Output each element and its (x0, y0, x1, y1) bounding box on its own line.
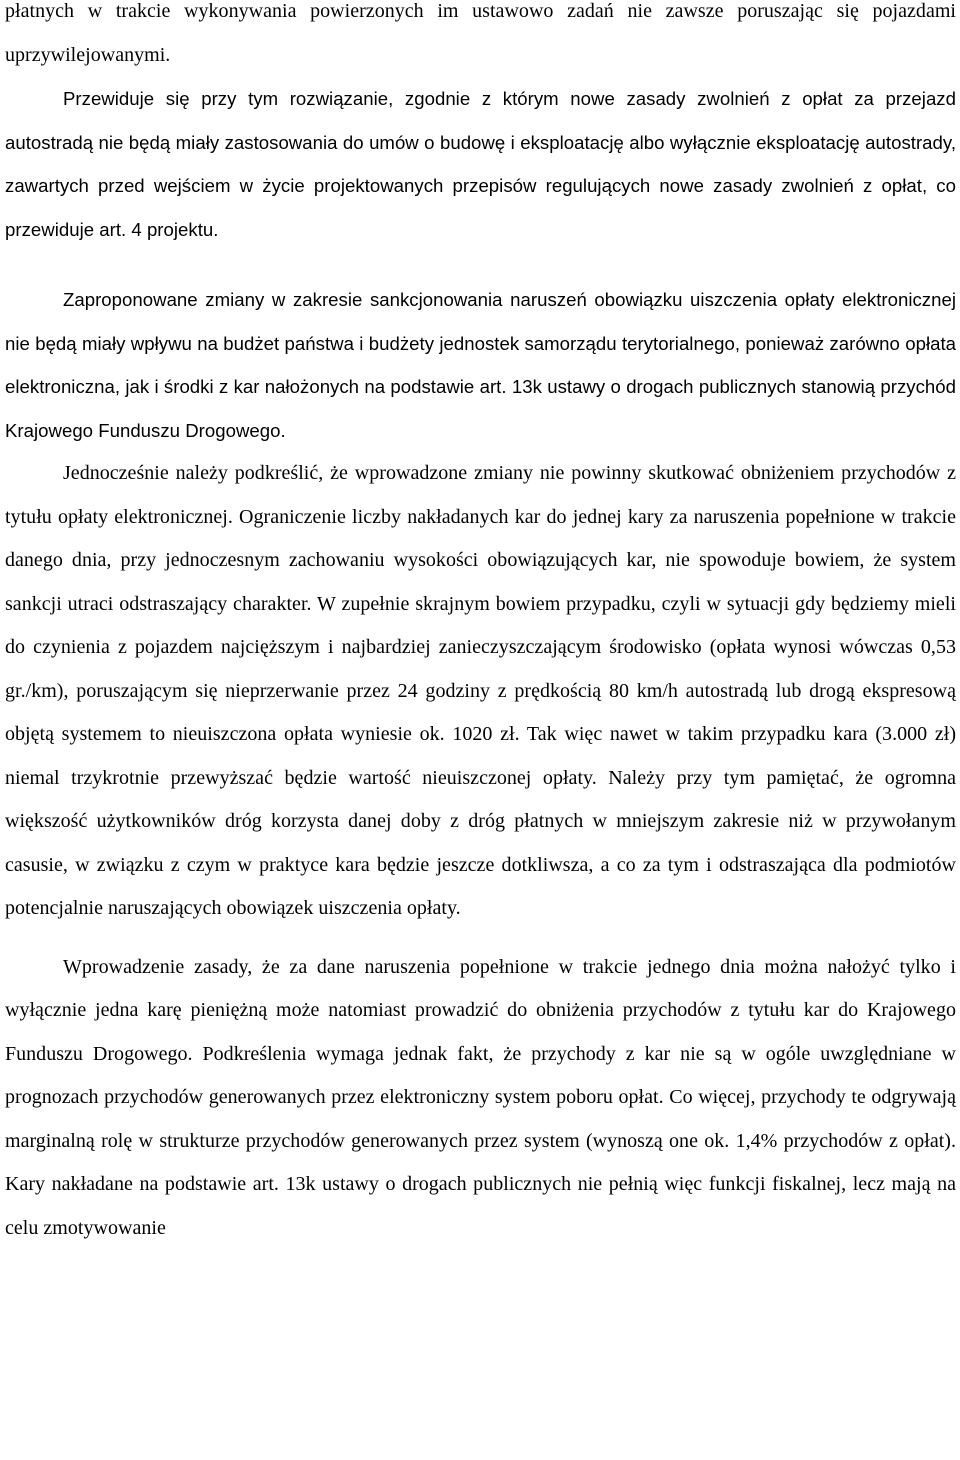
paragraph-1: płatnych w trakcie wykonywania powierzonych im ustawowo zadań nie zawsze poruszając się pojazdami uprzywilejowanymi. (5, 0, 956, 66)
paragraph-2: Przewiduje się przy tym rozwiązanie, zgodnie z którym nowe zasady zwolnień z opłat za przejazd autostradą nie będą miały zastosowania do umów o budowę i eksploatację albo wyłącznie eksploatację autostrady, zawartych przed wejściem w życie projektowanych przepisów regulujących nowe zasady zwolnień z opłat, co przewiduje art. 4 projektu. (5, 88, 956, 240)
paragraph-3: Zaproponowane zmiany w zakresie sankcjonowania naruszeń obowiązku uiszczenia opłaty elektronicznej nie będą miały wpływu na budżet państwa i budżety jednostek samorządu terytorialnego, ponieważ zarówno opłata elektroniczna, jak i środki z kar nałożonych na podstawie art. 13k ustawy o drogach publicznych stanowią przychód Krajowego Funduszu Drogowego. (5, 289, 956, 441)
document-page (5, 0, 956, 1250)
paragraph-4: Jednocześnie należy podkreślić, że wprowadzone zmiany nie powinny skutkować obniżeniem przychodów z tytułu opłaty elektronicznej. Ograniczenie liczby nakładanych kar do jednej kary za naruszenia popełnione w trakcie danego dnia, przy jednoczesnym zachowaniu wysokości obowiązujących kar, nie spowoduje bowiem, że system sankcji utraci odstraszający charakter. W zupełnie skrajnym bowiem przypadku, czyli w sytuacji gdy będziemy mieli do czynienia z pojazdem najcięższym i najbardziej zanieczyszczającym środowisko (opłata wynosi wówczas 0,53 gr./km), poruszającym się nieprzerwanie przez 24 godziny z prędkością 80 km/h autostradą lub drogą ekspresową objętą systemem to nieuiszczona opłata wyniesie ok. 1020 zł. Tak więc nawet w takim przypadku kara (3.000 zł) niemal trzykrotnie przewyższać będzie wartość nieuiszczonej opłaty. Należy przy tym pamiętać, że ogromna większość użytkowników dróg korzysta danej doby z dróg płatnych w mniejszym zakresie niż w przywołanym casusie, w związku z czym w praktyce kara będzie jeszcze dotkliwsza, a co za tym i odstraszająca dla podmiotów potencjalnie naruszających obowiązek uiszczenia opłaty. (5, 462, 956, 919)
paragraph-5: Wprowadzenie zasady, że za dane naruszenia popełnione w trakcie jednego dnia można nałożyć tylko i wyłącznie jedna karę pieniężną może natomiast prowadzić do obniżenia przychodów z tytułu kar do Krajowego Funduszu Drogowego. Podkreślenia wymaga jednak fakt, że przychody z kar nie są w ogóle uwzględniane w prognozach przychodów generowanych przez elektroniczny system poboru opłat. Co więcej, przychody te odgrywają marginalną rolę w strukturze przychodów generowanych przez system (wynoszą one ok. 1,4% przychodów z opłat). Kary nakładane na podstawie art. 13k ustawy o drogach publicznych nie pełnią więc funkcji fiskalnej, lecz mają na celu zmotywowanie (5, 955, 956, 1239)
